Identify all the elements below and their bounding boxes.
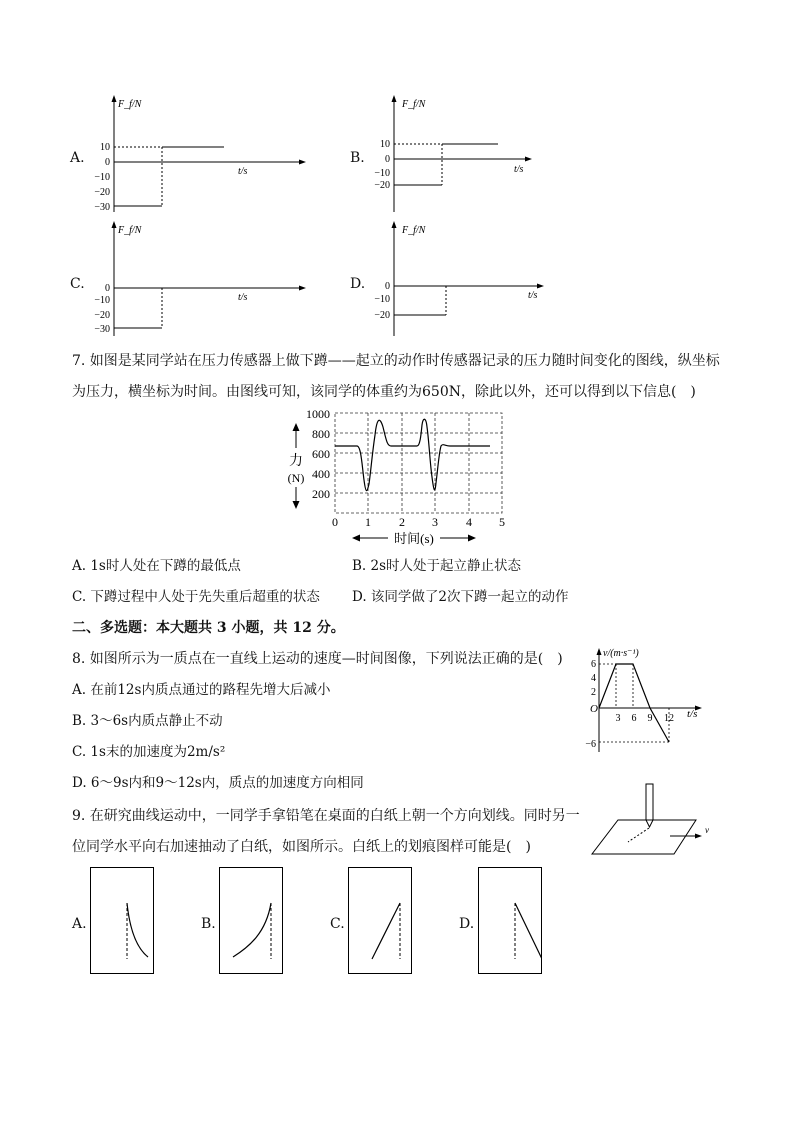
q9-option-b-figure[interactable] bbox=[219, 867, 283, 975]
y-axis-label: F_f/N bbox=[402, 99, 426, 110]
q9-stem-line1: 9. 在研究曲线运动中，一同学手拿铅笔在桌面的白纸上朝一个方向划线。同时另一 bbox=[72, 808, 580, 824]
x-tick-label: 2 bbox=[399, 515, 405, 529]
y-axis-label: v/(m·s⁻¹) bbox=[603, 648, 639, 659]
tick-label: −30 bbox=[94, 324, 110, 335]
y-tick-label: 2 bbox=[591, 687, 596, 698]
x-tick-label: 3 bbox=[432, 515, 438, 529]
q8-option-c[interactable]: C. 1s末的加速度为2m/s² bbox=[72, 744, 226, 760]
x-axis-label: t/s bbox=[238, 292, 248, 303]
q6-graph-c bbox=[70, 218, 330, 343]
x-tick-label: 12 bbox=[664, 713, 674, 724]
x-tick-label: 4 bbox=[466, 515, 472, 529]
q7-stem-line2: 为压力，横坐标为时间。由图线可知，该同学的体重约为650N，除此以外，还可以得到以下信息( ) bbox=[72, 384, 696, 400]
y-tick-label: 6 bbox=[591, 659, 596, 670]
y-tick-label: 1000 bbox=[306, 407, 330, 421]
q7-option-d[interactable]: D. 该同学做了2次下蹲一起立的动作 bbox=[352, 589, 569, 605]
q8-option-d[interactable]: D. 6～9s内和9～12s内，质点的加速度方向相同 bbox=[72, 775, 364, 791]
tick-label: −10 bbox=[94, 295, 110, 306]
tick-label: −30 bbox=[94, 202, 110, 213]
q9-option-a-figure[interactable] bbox=[90, 867, 154, 975]
section-heading: 二、多选题：本大题共 3 小题，共 12 分。 bbox=[72, 620, 345, 636]
x-tick-label: 6 bbox=[631, 713, 637, 724]
y-axis-label: F_f/N bbox=[118, 99, 142, 110]
x-axis-label: t/s bbox=[528, 290, 538, 301]
y-tick-label: −6 bbox=[585, 739, 596, 750]
q7-option-c[interactable]: C. 下蹲过程中人处于先失重后超重的状态 bbox=[72, 589, 320, 605]
q9-option-c-figure[interactable] bbox=[348, 867, 412, 975]
q8-stem: 8. 如图所示为一质点在一直线上运动的速度—时间图像，下列说法正确的是( ) bbox=[72, 651, 563, 667]
q6-graph-b bbox=[350, 92, 610, 217]
pencil-icon bbox=[646, 784, 653, 820]
tick-label: 10 bbox=[100, 142, 110, 153]
q7-option-b[interactable]: B. 2s时人处于起立静止状态 bbox=[352, 558, 522, 574]
q8-option-a[interactable]: A. 在前12s内质点通过的路程先增大后减小 bbox=[72, 682, 331, 698]
option-label: A. bbox=[70, 150, 85, 166]
x-tick-label: 9 bbox=[647, 713, 653, 724]
y-tick-label: 4 bbox=[591, 673, 596, 684]
q7-pressure-graph bbox=[280, 405, 520, 555]
y-axis-label: F_f/N bbox=[402, 225, 426, 236]
q8-velocity-graph bbox=[572, 644, 712, 756]
x-tick-label: 1 bbox=[365, 515, 371, 529]
force-graph-d bbox=[350, 218, 610, 343]
option-label: B. bbox=[350, 150, 365, 166]
q9-option-a-label[interactable]: A. bbox=[72, 916, 87, 932]
q9-option-c-label[interactable]: C. bbox=[330, 916, 345, 932]
tick-label: −10 bbox=[374, 168, 390, 179]
velocity-line bbox=[599, 664, 669, 742]
velocity-label: v bbox=[705, 825, 709, 835]
q8-option-b[interactable]: B. 3～6s内质点静止不动 bbox=[72, 713, 223, 729]
y-tick-label: 200 bbox=[312, 487, 330, 501]
q6-graph-a bbox=[70, 92, 330, 217]
force-graph-b bbox=[350, 92, 610, 217]
q7-option-a[interactable]: A. 1s时人处在下蹲的最低点 bbox=[72, 558, 241, 574]
x-tick-label: 5 bbox=[499, 515, 505, 529]
tick-label: −10 bbox=[94, 172, 110, 183]
tick-label: 0 bbox=[385, 154, 390, 165]
tick-label: 0 bbox=[385, 281, 390, 292]
y-tick-label: 400 bbox=[312, 467, 330, 481]
tick-label: −10 bbox=[374, 294, 390, 305]
origin-label: O bbox=[590, 703, 598, 715]
y-tick-label: 800 bbox=[312, 427, 330, 441]
q9-stem-line2: 位同学水平向右加速抽动了白纸，如图所示。白纸上的划痕图样可能是( ) bbox=[72, 839, 531, 855]
option-label: C. bbox=[70, 276, 85, 292]
tick-label: 0 bbox=[105, 283, 110, 294]
tick-label: −20 bbox=[374, 180, 390, 191]
tick-label: −20 bbox=[94, 187, 110, 198]
x-axis-label: 时间(s) bbox=[394, 531, 434, 546]
y-axis-label: F_f/N bbox=[118, 225, 142, 236]
q7-stem-line1: 7. 如图是某同学站在压力传感器上做下蹲——起立的动作时传感器记录的压力随时间变化的图线，纵坐标 bbox=[72, 353, 720, 369]
y-axis-unit: (N) bbox=[287, 471, 305, 485]
q6-graph-d bbox=[350, 218, 610, 343]
q9-option-d-label[interactable]: D. bbox=[459, 916, 475, 932]
x-tick-label: 3 bbox=[615, 713, 621, 724]
x-axis-label: t/s bbox=[514, 164, 524, 175]
pressure-curve bbox=[335, 419, 490, 490]
x-tick-label: 0 bbox=[332, 515, 338, 529]
y-tick-label: 600 bbox=[312, 447, 330, 461]
force-graph-a bbox=[70, 92, 330, 217]
tick-label: −20 bbox=[374, 310, 390, 321]
tick-label: 10 bbox=[380, 139, 390, 150]
x-axis-label: t/s bbox=[687, 708, 698, 720]
q9-option-b-label[interactable]: B. bbox=[201, 916, 216, 932]
force-graph-c bbox=[70, 218, 330, 343]
x-axis-label: t/s bbox=[238, 166, 248, 177]
q9-pencil-sketch bbox=[590, 780, 720, 862]
tick-label: 0 bbox=[105, 157, 110, 168]
y-axis-label: 力 bbox=[289, 454, 303, 469]
option-label: D. bbox=[350, 276, 366, 292]
tick-label: −20 bbox=[94, 310, 110, 321]
q9-option-d-figure[interactable] bbox=[478, 867, 542, 975]
